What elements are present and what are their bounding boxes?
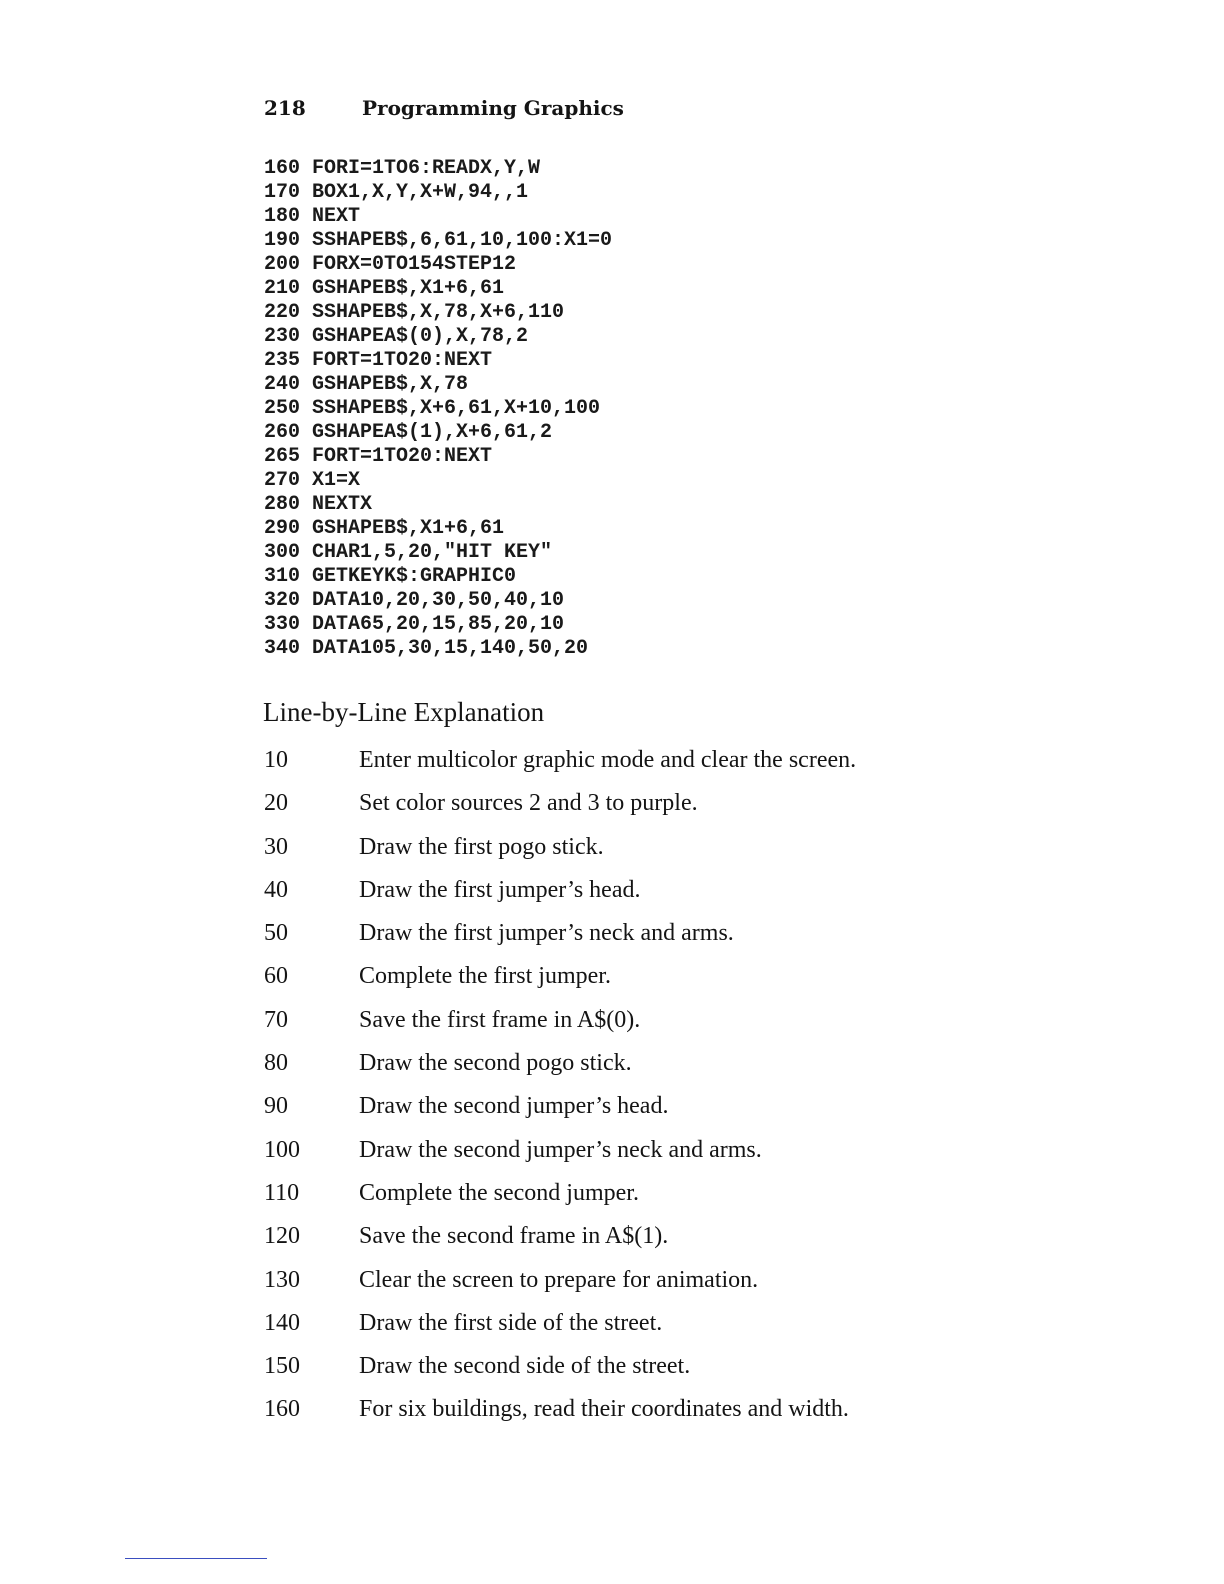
code-line-number: 170	[264, 181, 301, 204]
explanation-row	[264, 1348, 856, 1391]
explanation-line-number: 130	[264, 1266, 300, 1293]
code-line-number: 290	[264, 517, 301, 540]
explanation-text: Complete the first jumper.	[359, 963, 611, 990]
explanation-line-number: 80	[264, 1050, 288, 1077]
code-line-text: FORI=1TO6:READX,Y,W	[312, 157, 541, 180]
explanation-text: Enter multicolor graphic mode and clear the screen.	[359, 747, 857, 773]
code-line	[264, 229, 612, 253]
explanation-row	[264, 785, 856, 828]
code-line-number: 210	[264, 277, 301, 300]
code-listing	[264, 157, 612, 661]
code-line-text: NEXT	[312, 205, 361, 228]
code-line	[264, 253, 612, 277]
chapter-title: Programming Graphics	[362, 96, 624, 120]
code-line	[264, 373, 612, 397]
explanation-text: Complete the second jumper.	[359, 1179, 639, 1206]
explanation-row	[264, 1088, 856, 1131]
code-line-text: GSHAPEA$(1),X+6,61,2	[312, 421, 553, 444]
explanation-line-number: 50	[264, 920, 288, 947]
explanation-row	[264, 872, 856, 915]
explanation-row	[264, 958, 856, 1001]
code-line-number: 270	[264, 469, 301, 492]
code-line-text: FORT=1TO20:NEXT	[312, 349, 493, 372]
code-line	[264, 157, 612, 181]
explanation-row	[264, 1262, 856, 1305]
code-line-number: 230	[264, 325, 301, 348]
explanation-row	[264, 1391, 856, 1434]
code-line-number: 330	[264, 613, 301, 636]
explanation-text: Clear the screen to prepare for animation.	[359, 1266, 759, 1293]
explanation-text: Draw the first pogo stick.	[359, 833, 604, 860]
code-line-text: BOX1,X,Y,X+W,94,,1	[312, 181, 529, 204]
code-line	[264, 493, 612, 517]
code-line-text: SSHAPEB$,6,61,10,100:X1=0	[312, 229, 613, 252]
code-line	[264, 397, 612, 421]
explanation-text: For six buildings, read their coordinates and width.	[359, 1396, 849, 1423]
code-line	[264, 421, 612, 445]
code-line-number: 220	[264, 301, 301, 324]
code-line-number: 310	[264, 565, 301, 588]
code-line	[264, 301, 612, 325]
code-line-text: GSHAPEB$,X1+6,61	[312, 277, 505, 300]
explanation-row	[264, 1305, 856, 1348]
explanation-row	[264, 1218, 856, 1261]
explanation-line-number: 100	[264, 1136, 300, 1163]
explanation-text: Draw the second jumper’s neck and arms.	[359, 1136, 762, 1163]
code-line-number: 300	[264, 541, 301, 564]
running-head	[264, 96, 624, 120]
code-line-number: 260	[264, 421, 301, 444]
code-line-text: NEXTX	[312, 493, 373, 516]
code-line	[264, 205, 612, 229]
explanation-text: Draw the first side of the street.	[359, 1309, 663, 1336]
code-line-text: SSHAPEB$,X+6,61,X+10,100	[312, 397, 601, 420]
explanation-text: Save the second frame in A$(1).	[359, 1223, 669, 1250]
explanation-text: Draw the first jumper’s neck and arms.	[359, 920, 734, 947]
explanation-line-number: 120	[264, 1223, 300, 1250]
code-line-text: GSHAPEB$,X1+6,61	[312, 517, 505, 540]
code-line-number: 240	[264, 373, 301, 396]
code-line-number: 180	[264, 205, 301, 228]
code-line	[264, 181, 612, 205]
explanation-text: Set color sources 2 and 3 to purple.	[359, 790, 698, 817]
code-line-number: 235	[264, 349, 301, 372]
code-line	[264, 517, 612, 541]
code-line-text: CHAR1,5,20,"HIT KEY"	[312, 541, 553, 564]
code-line-text: X1=X	[312, 469, 361, 492]
code-line-number: 160	[264, 157, 301, 180]
explanation-line-number: 10	[264, 747, 288, 773]
code-line	[264, 613, 612, 637]
code-line-text: GSHAPEA$(0),X,78,2	[312, 325, 529, 348]
code-line-number: 320	[264, 589, 301, 612]
explanation-row	[264, 1002, 856, 1045]
code-line-text: DATA105,30,15,140,50,20	[312, 637, 589, 660]
page-number: 218	[264, 96, 306, 120]
explanation-row	[264, 829, 856, 872]
explanation-text: Draw the second side of the street.	[359, 1353, 691, 1380]
code-line-text: FORT=1TO20:NEXT	[312, 445, 493, 468]
explanation-text: Draw the first jumper’s head.	[359, 876, 641, 903]
section-title: Line-by-Line Explanation	[263, 697, 545, 727]
code-line-number: 265	[264, 445, 301, 468]
explanation-line-number: 90	[264, 1093, 288, 1120]
explanation-line-number: 30	[264, 833, 288, 860]
explanation-text: Save the first frame in A$(0).	[359, 1006, 641, 1033]
code-line-text: FORX=0TO154STEP12	[312, 253, 517, 276]
code-line	[264, 349, 612, 373]
explanation-row	[264, 1045, 856, 1088]
explanation-line-number: 110	[264, 1179, 300, 1206]
code-line-number: 280	[264, 493, 301, 516]
code-line-text: GETKEYK$:GRAPHIC0	[312, 565, 517, 588]
code-line-number: 200	[264, 253, 301, 276]
code-line-text: SSHAPEB$,X,78,X+6,110	[312, 301, 565, 324]
footer-rule	[125, 1558, 267, 1559]
code-line-text: GSHAPEB$,X,78	[312, 373, 469, 396]
code-line-text: DATA65,20,15,85,20,10	[312, 613, 565, 636]
explanation-text: Draw the second pogo stick.	[359, 1050, 632, 1077]
explanation-row	[264, 742, 856, 785]
explanation-line-number: 20	[264, 790, 288, 817]
explanation-text: Draw the second jumper’s head.	[359, 1093, 669, 1120]
code-line	[264, 541, 612, 565]
code-line-number: 250	[264, 397, 301, 420]
code-line-number: 340	[264, 637, 301, 660]
explanation-row	[264, 1175, 856, 1218]
code-line	[264, 589, 612, 613]
code-line-number: 190	[264, 229, 301, 252]
code-line	[264, 565, 612, 589]
explanation-row	[264, 915, 856, 958]
code-line	[264, 469, 612, 493]
explanation-row	[264, 1132, 856, 1175]
code-line	[264, 325, 612, 349]
code-line	[264, 277, 612, 301]
explanation-line-number: 140	[264, 1309, 300, 1336]
explanation-line-number: 150	[264, 1353, 300, 1380]
code-line	[264, 445, 612, 469]
explanation-line-number: 40	[264, 876, 288, 903]
code-line	[264, 637, 612, 661]
explanation-list	[264, 742, 856, 1435]
explanation-line-number: 60	[264, 963, 288, 990]
code-line-text: DATA10,20,30,50,40,10	[312, 589, 565, 612]
explanation-line-number: 70	[264, 1006, 288, 1033]
explanation-line-number: 160	[264, 1396, 300, 1423]
